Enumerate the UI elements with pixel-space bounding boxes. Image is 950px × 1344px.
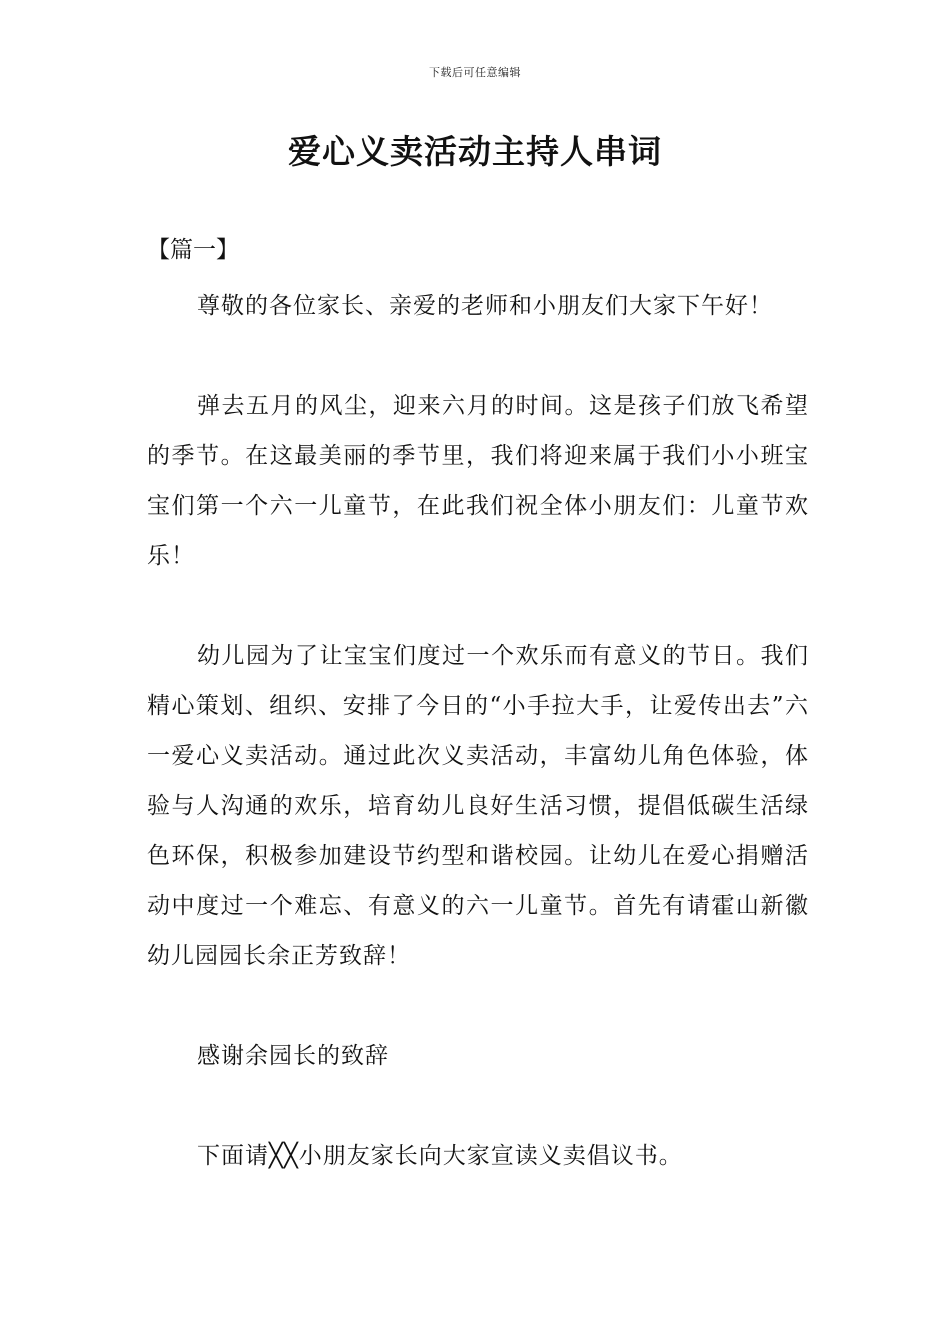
document-body — [147, 281, 809, 1181]
document-title: 爱心义卖活动主持人串词 — [288, 132, 662, 171]
paragraph-spacer — [147, 981, 809, 1031]
paragraph-spacer — [147, 331, 809, 381]
paragraph-spacer — [147, 581, 809, 631]
paragraph-greeting: 尊敬的各位家长、亲爱的老师和小朋友们大家下午好！ — [197, 293, 773, 319]
paragraph-thanks: 感谢余园长的致辞 — [197, 1043, 389, 1069]
paragraph-spacer — [147, 1081, 809, 1131]
paragraph-activity: 幼儿园为了让宝宝们度过一个欢乐而有意义的节日。我们精心策划、组织、安排了今日的“小手拉大手，让爱传出去”六一爱心义卖活动。通过此次义卖活动，丰富幼儿角色体验，体验与人沟通的欢乐，培育幼儿良好生活习惯，提倡低碳生活绿色环保，积极参加建设节约型和谐校园。让幼儿在爱心捐赠活动中度过一个难忘、有意义的六一儿童节。首先有请霍山新徽幼儿园园长余正芳致辞！ — [147, 643, 809, 969]
section-label: 【篇一】 — [147, 237, 239, 263]
paragraph-proposal: 下面请╳╳小朋友家长向大家宣读义卖倡议书。 — [197, 1143, 683, 1169]
paragraph-season: 弹去五月的风尘，迎来六月的时间。这是孩子们放飞希望的季节。在这最美丽的季节里，我们将迎来属于我们小小班宝宝们第一个六一儿童节，在此我们祝全体小朋友们：儿童节欢乐！ — [147, 393, 809, 569]
page-header-note: 下载后可任意编辑 — [429, 66, 521, 79]
